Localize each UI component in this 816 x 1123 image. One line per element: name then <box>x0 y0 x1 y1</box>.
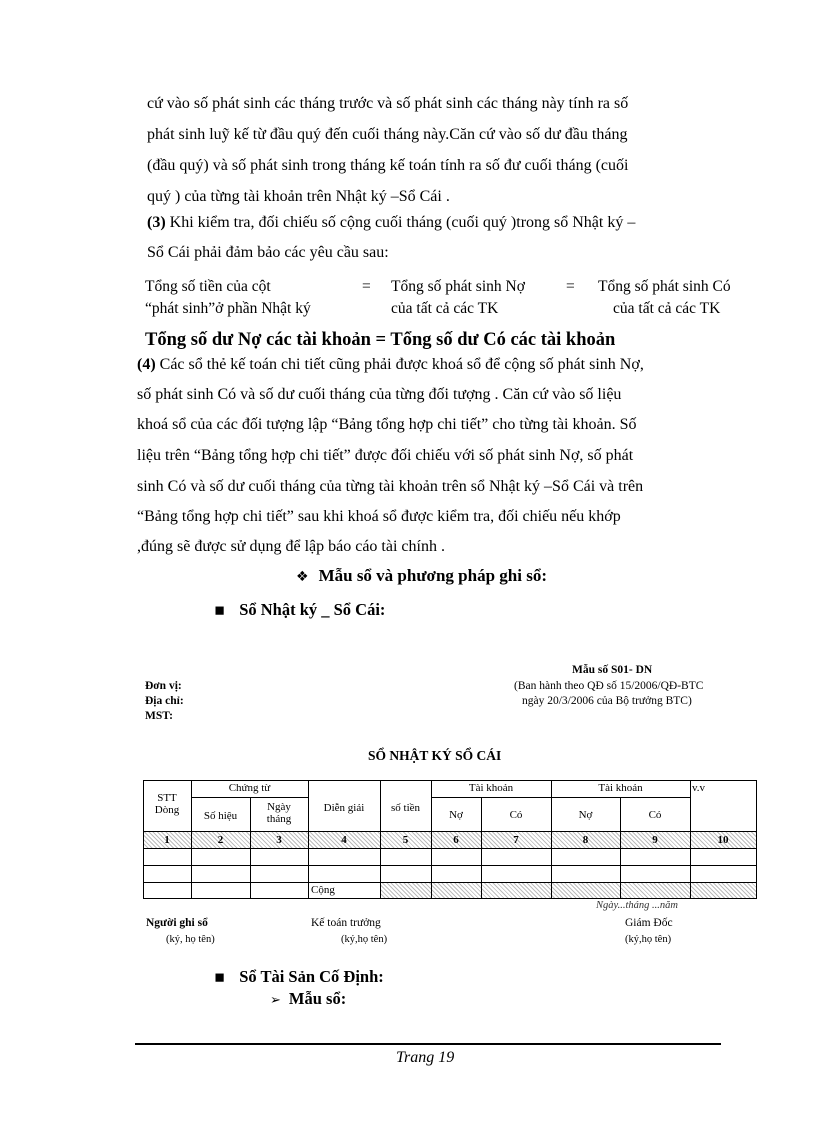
sub-sub-heading-template <box>270 989 346 1009</box>
table-border-right <box>756 780 757 898</box>
column-number: 6 <box>453 834 459 846</box>
header-ngay-thang: Ngày tháng <box>266 801 292 825</box>
signature-writer: Người ghi sổ <box>146 917 208 929</box>
signature-director: Giám Đốc <box>625 917 673 929</box>
equation-equals-1: = <box>362 278 371 295</box>
header-co-2: Có <box>648 809 662 821</box>
form-number: Mẫu số S01- DN <box>572 664 653 676</box>
sub-heading-fixed-assets <box>214 967 384 987</box>
body-line: phát sinh luỹ kế từ đầu quý đến cuối tháng này.Căn cứ vào số dư đầu tháng <box>147 126 628 143</box>
item-3-text: Khi kiểm tra, đối chiếu số cộng cuối tháng (cuối quý )trong sổ Nhật ký – <box>165 214 636 231</box>
equation-right-1: Tổng số phát sinh Có <box>598 278 731 295</box>
item-3-line <box>147 214 635 232</box>
equation-left-2: “phát sinh”ở phần Nhật ký <box>145 300 311 317</box>
equation-equals-2: = <box>566 278 575 295</box>
page-number: Trang 19 <box>396 1049 455 1066</box>
column-number: 5 <box>402 834 409 846</box>
signature-chief-note: (ký,họ tên) <box>341 934 388 945</box>
equation-right-2: của tất cả các TK <box>613 300 721 317</box>
item-3-line-2: Sổ Cái phải đảm bảo các yêu cầu sau: <box>147 244 389 261</box>
item-4-line: sinh Có và số dư cuối tháng của từng tài khoản trên sổ Nhật ký –Sổ Cái và trên <box>137 478 644 495</box>
equation-mid-2: của tất cả các TK <box>391 300 499 317</box>
equation-mid-1: Tổng số phát sinh Nợ <box>391 278 525 295</box>
total-label: Cộng <box>311 884 335 896</box>
body-line: cứ vào số phát sinh các tháng trước và số phát sinh các tháng này tính ra số <box>147 95 629 112</box>
form-title: SỔ NHẬT KÝ SỔ CÁI <box>368 748 502 763</box>
signature-writer-note: (ký, họ tên) <box>166 934 215 945</box>
total-row-shading <box>380 882 757 898</box>
signature-date: Ngày...tháng ...năm <box>596 900 678 911</box>
signature-director-note: (ký,họ tên) <box>625 934 672 945</box>
item-4-line <box>137 356 644 374</box>
section-heading <box>296 566 547 586</box>
header-stt: STT Dòng <box>154 792 180 816</box>
table-line <box>431 797 690 798</box>
header-vv: v.v <box>692 782 706 794</box>
item-4-line: ,đúng sẽ được sử dụng để lập báo cáo tài chính . <box>137 538 445 555</box>
column-number: 7 <box>513 834 519 846</box>
column-number: 10 <box>717 834 729 846</box>
item-4-line: số phát sinh Có và số dư cuối tháng của từng đối tượng . Căn cứ vào số liệu <box>137 386 622 403</box>
footer-rule <box>135 1043 721 1045</box>
header-dien-giai: Diễn giải <box>323 802 365 814</box>
header-no-1: Nợ <box>449 809 463 821</box>
arrow-bullet-icon: ➢ <box>270 993 281 1008</box>
table-line <box>143 882 757 883</box>
form-tax: MST: <box>145 710 173 722</box>
item-3-number: (3) <box>147 214 166 231</box>
square-bullet-icon: ▪ <box>214 967 226 986</box>
column-number: 3 <box>276 834 282 846</box>
sub-heading-ledger-text: Sổ Nhật ký _ Sổ Cái: <box>239 600 386 619</box>
header-so-hieu: Số hiệu <box>203 810 238 822</box>
table-border-top <box>143 780 757 781</box>
column-number: 1 <box>164 834 170 846</box>
form-issued-1: (Ban hành theo QĐ số 15/2006/QĐ-BTC <box>514 680 704 692</box>
header-tai-khoan-1: Tài khoản <box>468 782 514 794</box>
item-4-line: khoá sổ của các đối tượng lập “Bảng tổng hợp chi tiết” cho từng tài khoản. Số <box>137 416 637 433</box>
header-chung-tu: Chứng từ <box>228 782 271 794</box>
table-line <box>143 848 757 849</box>
item-4-line: “Bảng tổng hợp chi tiết” sau khi khoá sổ được kiểm tra, đối chiếu nếu khớp <box>137 508 621 525</box>
form-address: Địa chỉ: <box>145 695 184 707</box>
sub-heading-ledger <box>214 600 385 620</box>
column-number: 8 <box>582 834 589 846</box>
item-4-number: (4) <box>137 356 156 373</box>
column-number: 4 <box>341 834 347 846</box>
item-4-text: Các sổ thẻ kế toán chi tiết cũng phải được khoá sổ để cộng số phát sinh Nợ, <box>155 356 644 373</box>
body-line: (đầu quý) và số phát sinh trong tháng kế toán tính ra số đư cuối tháng (cuối <box>147 157 629 174</box>
sub-sub-heading-text: Mẫu sổ: <box>288 989 347 1008</box>
balance-equation: Tổng số dư Nợ các tài khoản = Tổng số dư Có các tài khoản <box>145 330 616 350</box>
square-bullet-icon: ▪ <box>214 600 226 619</box>
ledger-table <box>143 780 757 898</box>
column-number: 9 <box>652 834 658 846</box>
signature-chief: Kế toán trưởng <box>311 917 381 929</box>
table-line <box>143 865 757 866</box>
form-unit: Đơn vị: <box>145 680 182 692</box>
column-number: 2 <box>217 834 224 846</box>
header-so-tien: số tiền <box>390 802 421 814</box>
header-tai-khoan-2: Tài khoản <box>598 782 643 794</box>
body-line: quý ) của từng tài khoản trên Nhật ký –Sổ Cái . <box>147 188 450 205</box>
header-co-1: Có <box>509 809 523 821</box>
section-heading-text: Mẫu sổ và phương pháp ghi sổ: <box>318 566 547 585</box>
equation-left-1: Tổng số tiền của cột <box>145 278 271 295</box>
table-border-bottom <box>143 898 757 899</box>
form-issued-2: ngày 20/3/2006 của Bộ trưởng BTC) <box>522 695 692 707</box>
sub-heading-fixed-assets-text: Sổ Tài Sản Cố Định: <box>239 967 384 986</box>
item-4-line: liệu trên “Bảng tổng hợp chi tiết” được đối chiếu với số phát sinh Nợ, số phát <box>137 447 634 464</box>
header-no-2: Nợ <box>578 809 593 821</box>
table-line <box>143 831 757 832</box>
diamond-bullet-icon: ❖ <box>296 569 309 585</box>
